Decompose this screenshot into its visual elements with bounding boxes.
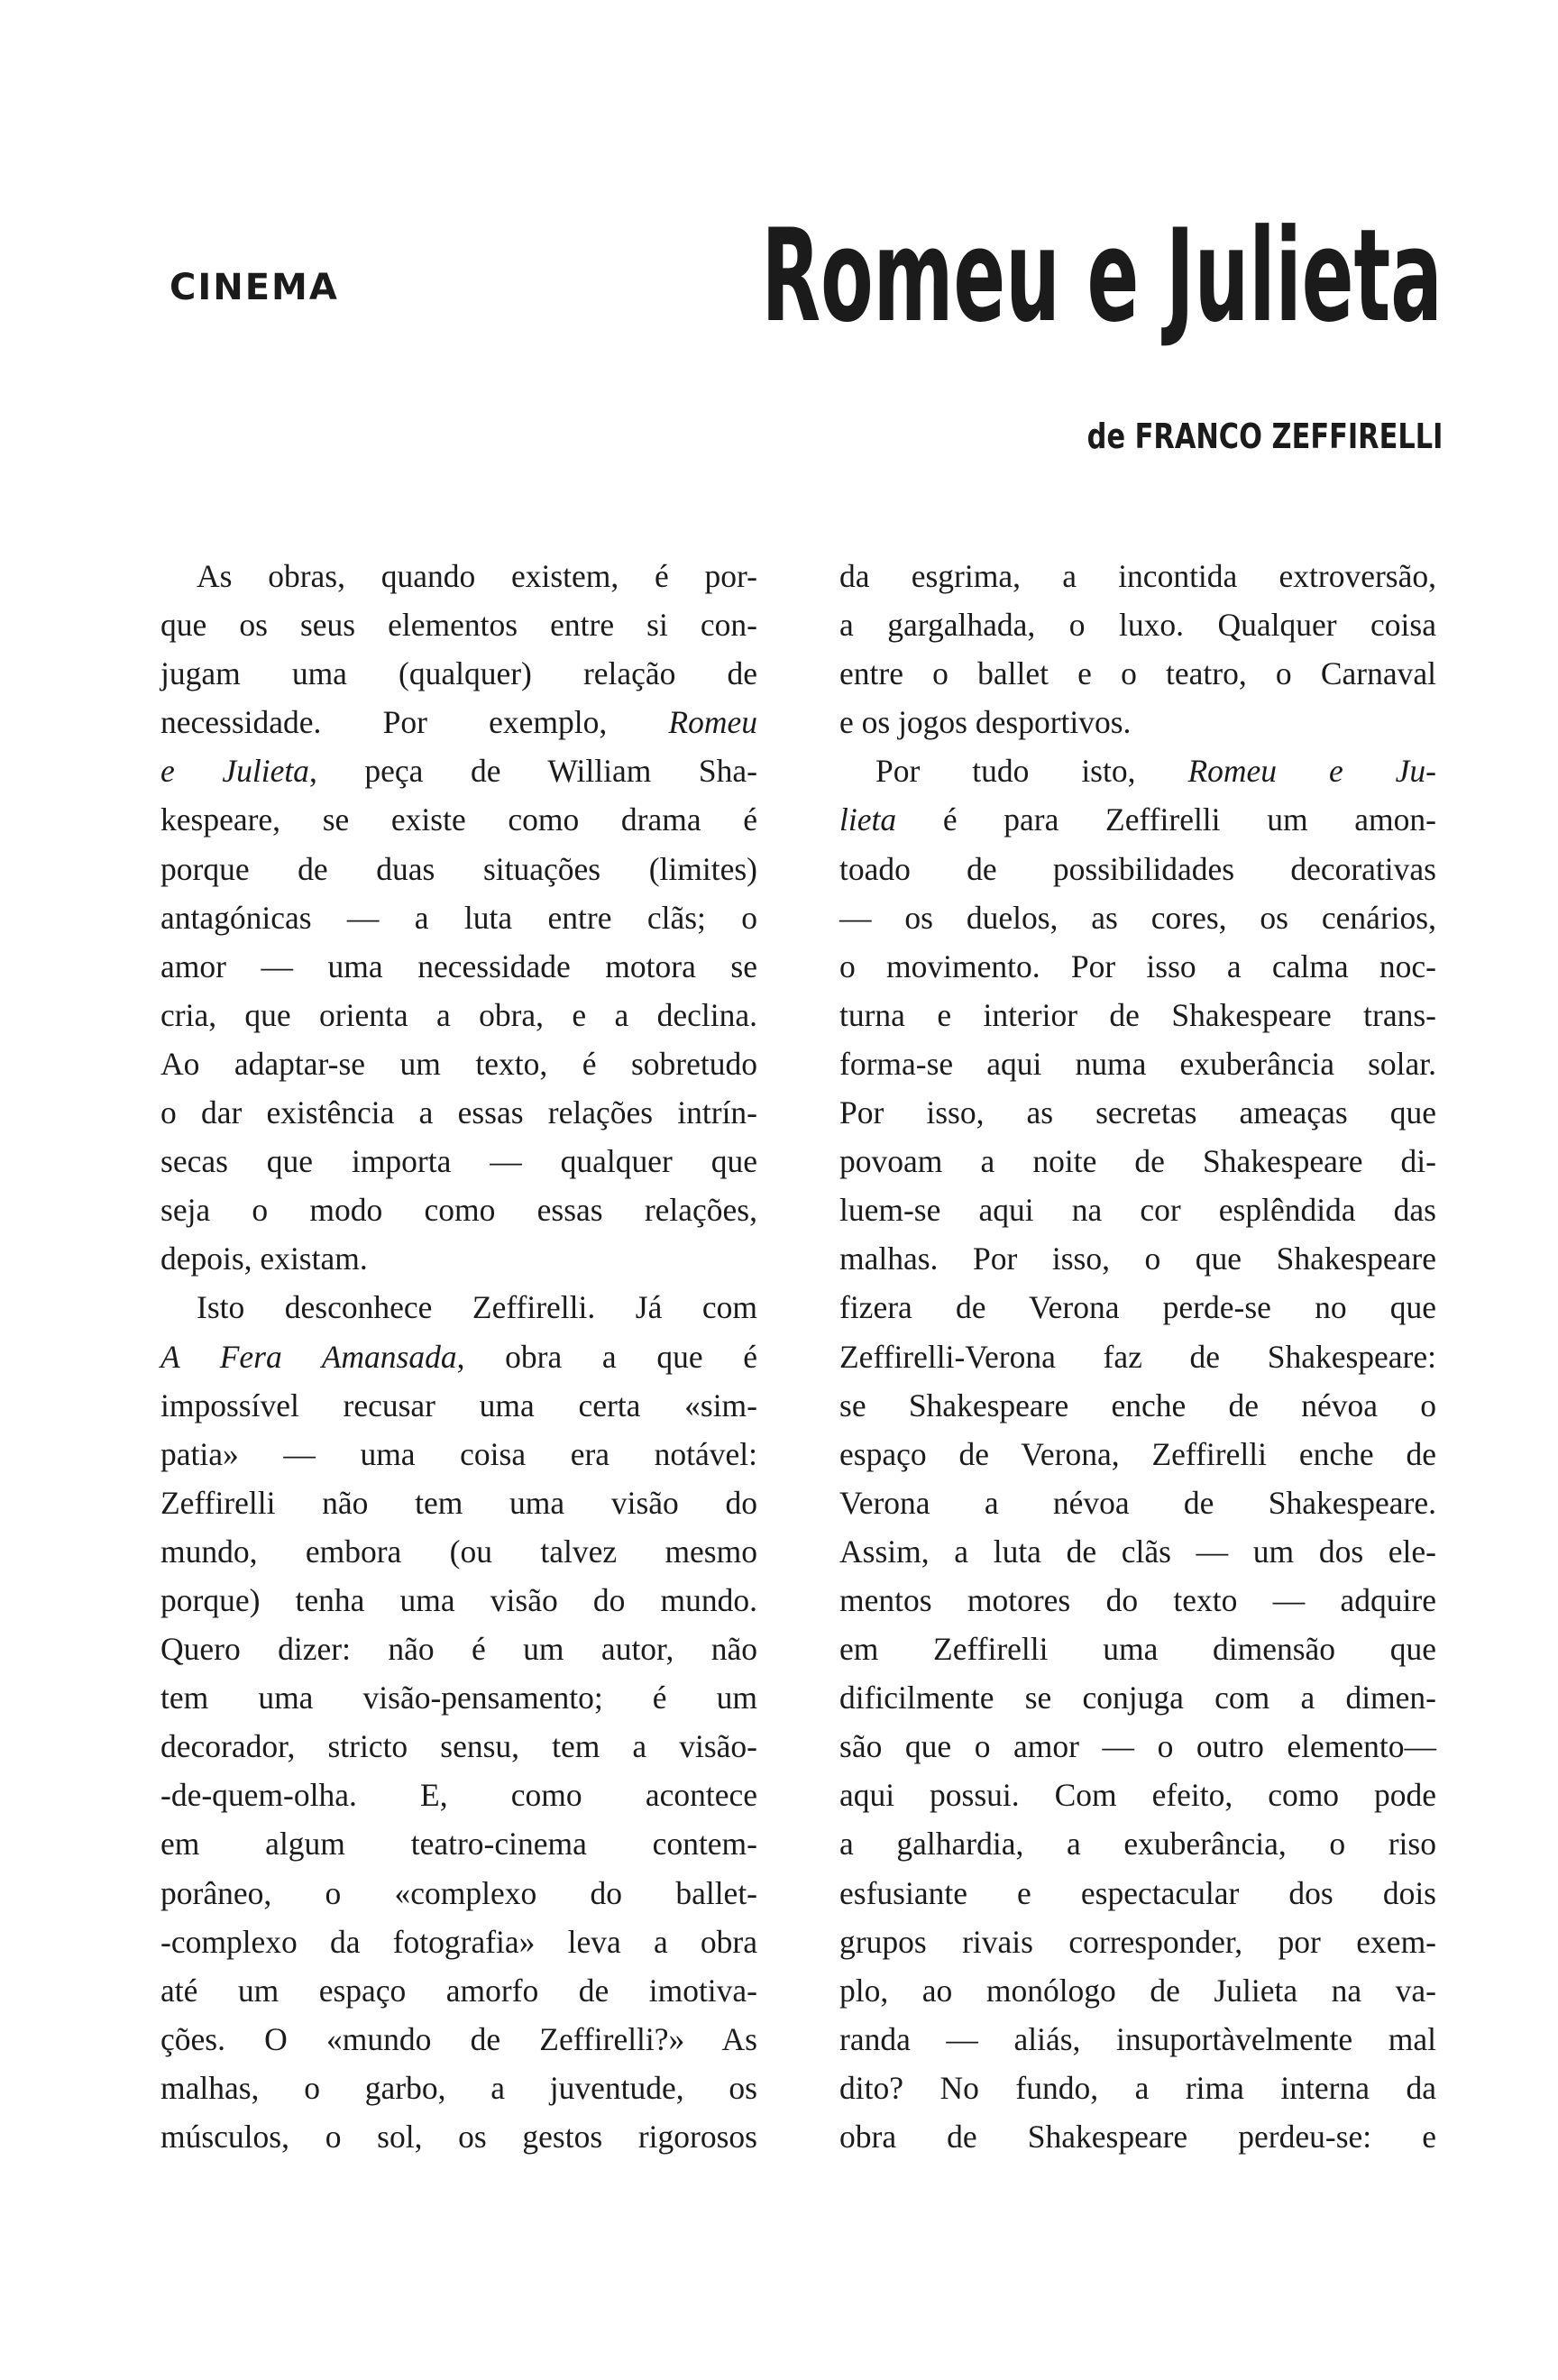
text-line: patia» — uma coisa era notável: [160,1435,757,1472]
text-line: Zeffirelli-Verona faz de Shakespeare: [839,1338,1436,1375]
text-line: a galhardia, a exuberância, o riso [839,1826,1436,1863]
text-run: é para Zeffirelli um amon- [896,801,1436,838]
left-column [160,552,757,2161]
text-line: Quero dizer: não é um autor, não [160,1631,757,1668]
text-line: forma-se aqui numa exuberância solar. [839,1045,1436,1082]
text-line: Por isso, as secretas ameaças que [839,1094,1436,1131]
text-line: mundo, embora (ou talvez mesmo [160,1533,757,1570]
text-line: da esgrima, a incontida extroversão, [839,558,1436,594]
text-line: Assim, a luta de clãs — um dos ele- [839,1533,1436,1570]
italic-title: A Fera Amansada [160,1338,457,1375]
text-line: entre o ballet e o teatro, o Carnaval [839,655,1436,692]
text-line: randa — aliás, insuportàvelmente mal [839,2020,1436,2057]
text-line: — os duelos, as cores, os cenários, [839,899,1436,936]
text-line: tem uma visão-pensamento; é um [160,1680,757,1716]
text-line [160,746,757,795]
text-line: até um espaço amorfo de imotiva- [160,1972,757,2009]
text-line: porque de duas situações (limites) [160,850,757,887]
text-line [160,698,757,746]
text-run: , peça de William Sha- [308,753,757,790]
text-line: toado de possibilidades decorativas [839,850,1436,887]
text-line: o dar existência a essas relações intrín- [160,1094,757,1131]
text-line: plo, ao monólogo de Julieta na va- [839,1972,1436,2009]
text-line: depois, existam. [160,1240,368,1277]
text-line: e os jogos desportivos. [839,704,1132,741]
text-line: malhas, o garbo, a juventude, os [160,2069,757,2106]
text-line: mentos motores do texto — adquire [839,1581,1436,1618]
right-column [839,552,1436,2161]
text-line [160,1332,757,1381]
text-line: porâneo, o «complexo do ballet- [160,1874,757,1911]
italic-title: Romeu e Ju- [1187,753,1436,790]
text-line: que os seus elementos entre si con- [160,607,757,644]
italic-title: Romeu [668,704,757,741]
section-label: CINEMA [170,267,339,308]
text-line: -de-quem-olha. E, como acontece [160,1777,757,1814]
text-line: malhas. Por isso, o que Shakespeare [839,1240,1436,1277]
text-line: o movimento. Por isso a calma noc- [839,947,1436,984]
text-line: porque) tenha uma visão do mundo. [160,1581,757,1618]
text-line: -complexo da fotografia» leva a obra [160,1923,757,1960]
text-line: em Zeffirelli uma dimensão que [839,1631,1436,1668]
text-line: dito? No fundo, a rima interna da [839,2069,1436,2106]
text-line: secas que importa — qualquer que [160,1143,757,1180]
text-line: povoam a noite de Shakespeare di- [839,1143,1436,1180]
text-line: antagónicas — a luta entre clãs; o [160,899,757,936]
text-line: Verona a névoa de Shakespeare. [839,1484,1436,1521]
text-line: luem-se aqui na cor esplêndida das [839,1192,1436,1229]
article-title: Romeu e Julieta [761,202,1443,351]
text-line: aqui possui. Com efeito, como pode [839,1777,1436,1814]
text-line: impossível recusar uma certa «sim- [160,1387,757,1423]
article-byline: de FRANCO ZEFFIRELLI [1086,416,1443,456]
text-line: esfusiante e espectacular dos dois [839,1874,1436,1911]
text-line: turna e interior de Shakespeare trans- [839,996,1436,1033]
text-line: grupos rivais corresponder, por exem- [839,1923,1436,1960]
text-line [839,795,1436,844]
text-line: espaço de Verona, Zeffirelli enche de [839,1435,1436,1472]
text-line: Isto desconhece Zeffirelli. Já com [197,1289,757,1326]
text-line: Zeffirelli não tem uma visão do [160,1484,757,1521]
text-line: ções. O «mundo de Zeffirelli?» As [160,2020,757,2057]
italic-title: e Julieta [160,753,309,790]
text-run: Por tudo isto, [875,753,1188,790]
text-line [839,746,1436,795]
text-run: necessidade. Por exemplo, [160,704,669,741]
text-line: As obras, quando existem, é por- [197,558,757,594]
text-line: se Shakespeare enche de névoa o [839,1387,1436,1423]
text-line: em algum teatro-cinema contem- [160,1826,757,1863]
text-line: fizera de Verona perde-se no que [839,1289,1436,1326]
text-line: cria, que orienta a obra, e a declina. [160,996,757,1033]
text-line: decorador, stricto sensu, tem a visão- [160,1728,757,1765]
text-line: obra de Shakespeare perdeu-se: e [839,2119,1436,2155]
text-line: amor — uma necessidade motora se [160,947,757,984]
text-run: , obra a que é [456,1338,757,1375]
text-line: seja o modo como essas relações, [160,1192,757,1229]
text-line: músculos, o sol, os gestos rigorosos [160,2119,757,2155]
text-line: dificilmente se conjuga com a dimen- [839,1680,1436,1716]
text-line: kespeare, se existe como drama é [160,801,757,838]
text-line: Ao adaptar-se um texto, é sobretudo [160,1045,757,1082]
italic-title: lieta [839,801,897,838]
text-line: a gargalhada, o luxo. Qualquer coisa [839,607,1436,644]
text-line: jugam uma (qualquer) relação de [160,655,757,692]
text-line: são que o amor — o outro elemento— [839,1728,1436,1765]
